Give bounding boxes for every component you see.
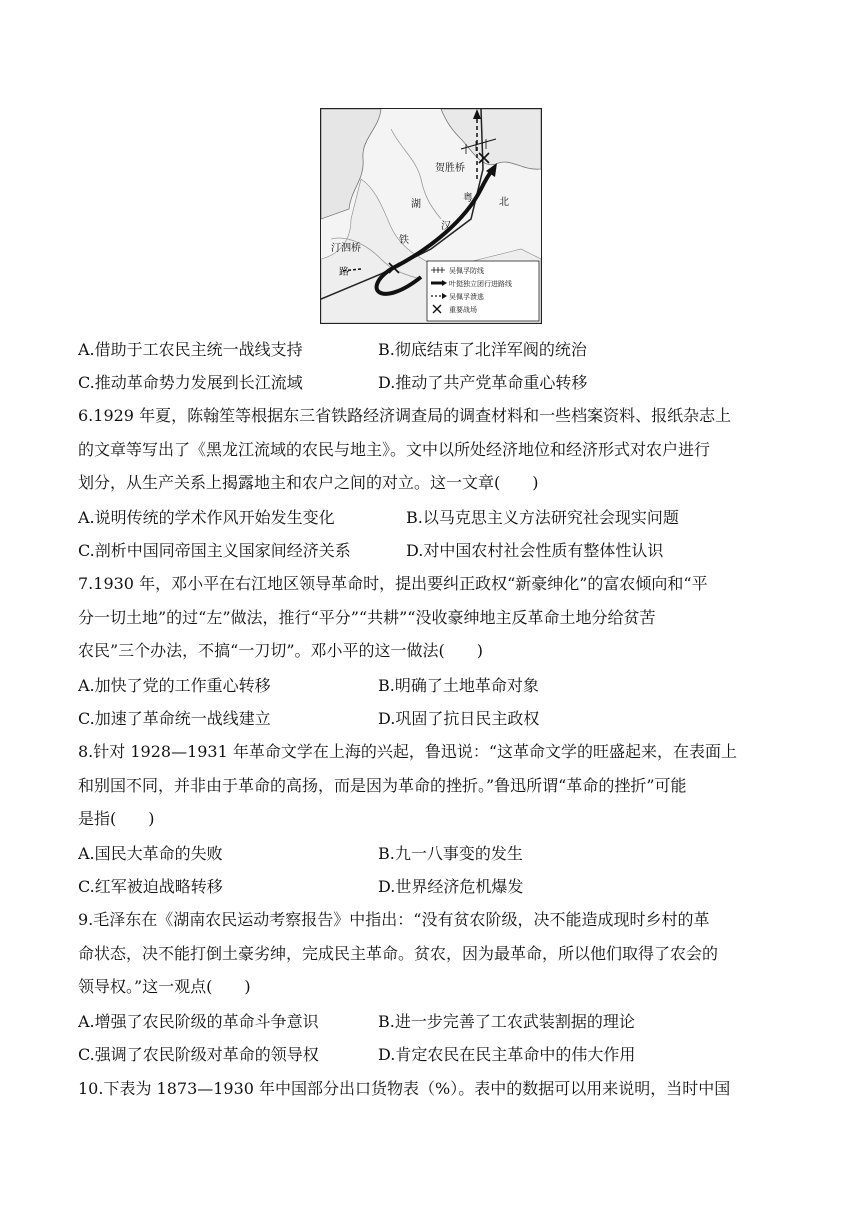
q6-stem-line-1: 6.1929 年夏，陈翰笙等根据东三省铁路经济调查局的调查材料和一些档案资料、报纸杂志上	[78, 406, 732, 425]
q6-option-a: A.说明传统的学术作风开始发生变化	[78, 508, 335, 527]
q5-option-b: B.彻底结束了北洋军阀的统治	[378, 340, 587, 359]
q8-option-a: A.国民大革命的失败	[78, 844, 223, 863]
q8-option-b: B.九一八事变的发生	[378, 844, 523, 863]
q7-option-b: B.明确了土地革命对象	[378, 676, 539, 695]
q5-option-c: C.推动革命势力发展到长江流域	[78, 373, 303, 392]
q9-option-a: A.增强了农民阶级的革命斗争意识	[78, 1012, 319, 1031]
q7-stem-line-1: 7.1930 年，邓小平在右江地区领导革命时，提出要纠正政权“新豪绅化”的富农倾向和“平	[78, 574, 708, 593]
q10-stem-line-1: 10.下表为 1873—1930 年中国部分出口货物表（%）。表中的数据可以用来说明，当时中国	[78, 1079, 731, 1098]
q5-option-d: D.推动了共产党革命重心转移	[378, 373, 588, 392]
q9-stem-line-3: 领导权。”这一观点( )	[78, 977, 251, 996]
q8-stem-line-1: 8.针对 1928—1931 年革命文学在上海的兴起，鲁迅说：“这革命文学的旺盛起来，在表面上	[78, 742, 738, 761]
q5-option-a: A.借助于工农民主统一战线支持	[78, 340, 303, 359]
label-heshengqiao: 贺胜桥	[435, 163, 465, 174]
q9-option-c: C.强调了农民阶级对革命的领导权	[78, 1045, 319, 1064]
q6-stem-line-2: 的文章等写出了《黑龙江流域的农民与地主》。文中以所处经济地位和经济形式对农户进行	[78, 440, 711, 459]
legend-item-defense: 吴佩孚防线	[449, 267, 484, 275]
q6-option-d: D.对中国农村社会性质有整体性认识	[406, 541, 664, 560]
q7-stem-line-3: 农民”三个办法，不搞“一刀切”。邓小平的这一做法( )	[78, 641, 484, 660]
q8-option-c: C.红军被迫战略转移	[78, 877, 223, 896]
label-yue: 粤	[463, 193, 473, 204]
legend-item-battle: 重要战场	[449, 306, 477, 314]
label-bei: 北	[499, 197, 509, 208]
historical-map	[320, 108, 542, 324]
q9-option-b: B.进一步完善了工农武装割据的理论	[378, 1012, 635, 1031]
legend-item-march: 叶挺独立团行进路线	[449, 280, 512, 288]
q9-stem-line-1: 9.毛泽东在《湖南农民运动考察报告》中指出：“没有贫农阶级，决不能造成现时乡村的革	[78, 910, 710, 929]
q7-option-c: C.加速了革命统一战线建立	[78, 709, 271, 728]
q8-stem-line-3: 是指( )	[78, 809, 155, 828]
legend-item-retreat: 吴佩孚溃逃	[449, 293, 484, 301]
label-hu: 湖	[411, 199, 421, 210]
label-tingsiqiao: 汀泗桥	[331, 243, 361, 254]
q7-stem-line-2: 分一切土地”的过“左”做法，推行“平分”“共耕”“没收豪绅地主反革命土地分给贫苦	[78, 608, 656, 627]
q6-option-b: B.以马克思主义方法研究社会现实问题	[406, 508, 679, 527]
q9-option-d: D.肯定农民在民主革命中的伟大作用	[378, 1045, 636, 1064]
q7-option-d: D.巩固了抗日民主政权	[378, 709, 540, 728]
q8-stem-line-2: 和别国不同，并非由于革命的高扬，而是因为革命的挫折。”鲁迅所谓“革命的挫折”可能	[78, 776, 687, 795]
label-han: 汉	[441, 221, 451, 232]
q6-option-c: C.剖析中国同帝国主义国家间经济关系	[78, 541, 351, 560]
label-tie: 铁	[399, 235, 409, 246]
q8-option-d: D.世界经济危机爆发	[378, 877, 524, 896]
q7-option-a: A.加快了党的工作重心转移	[78, 676, 271, 695]
q9-stem-line-2: 命状态，决不能打倒土豪劣绅，完成民主革命。贫农，因为最革命，所以他们取得了农会的	[78, 944, 719, 963]
q6-stem-line-3: 划分，从生产关系上揭露地主和农户之间的对立。这一文章( )	[78, 473, 539, 492]
label-lu: 路	[339, 267, 349, 278]
map-drawing	[321, 109, 541, 323]
terrain-northeast	[441, 109, 541, 169]
